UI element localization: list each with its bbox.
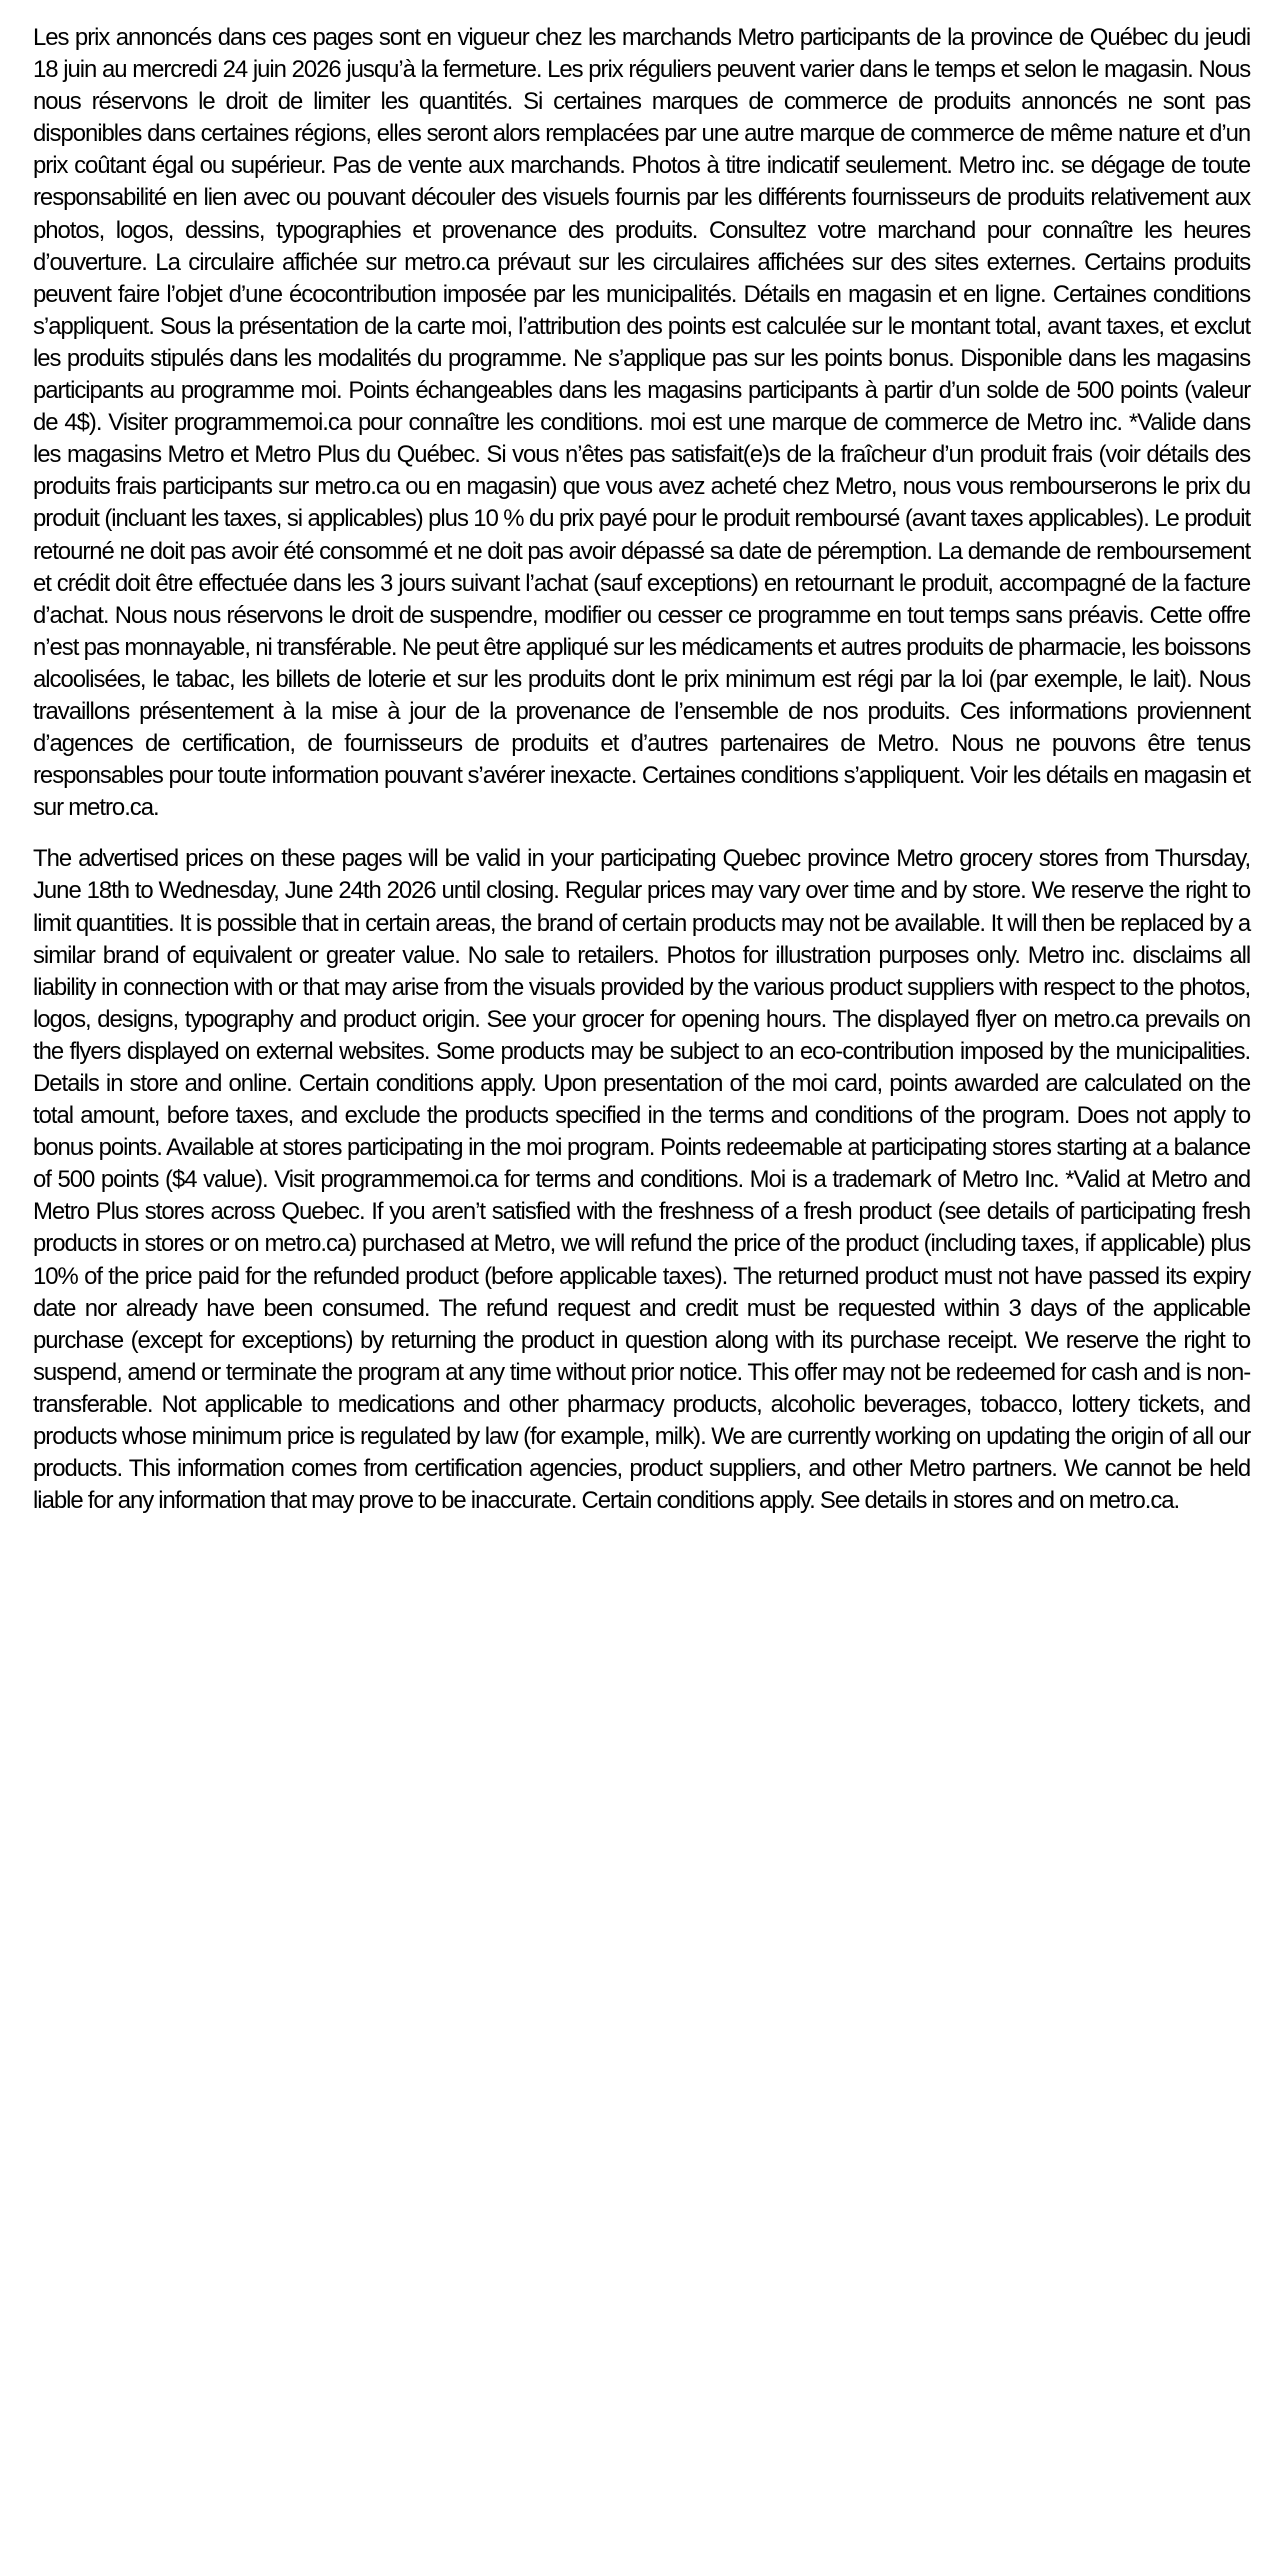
disclaimer-paragraph-english: The advertised prices on these pages will be valid in your participating Quebec province Metro grocery stores from Thursday, June 18th to Wednesday, June 24th 2026 until closing. Regular prices may vary over time and by store. We reserve the right to limit quantities. It is possible that in certain areas, the brand of certain products may not be available. It will then be replaced by a similar brand of equivalent or greater value. No sale to retailers. Photos for illustration purposes only. Metro inc. disclaims all liability in connection with or that may arise from the visuals provided by the various product suppliers with respect to the photos, logos, designs, typography and product origin. See your grocer for opening hours. The displayed flyer on metro.ca prevails on the flyers displayed on external websites. Some products may be subject to an eco-contribution imposed by the municipalities. Details in store and online. Certain conditions apply. Upon presentation of the moi card, points awarded are calculated on the total amount, before taxes, and exclude the products specified in the terms and conditions of the program. Does not apply to bonus points. Available at stores participating in the moi program. Points redeemable at participating stores starting at a balance of 500 points ($4 value). Visit programmemoi.ca for terms and conditions. Moi is a trademark of Metro Inc. *Valid at Metro and Metro Plus stores across Quebec. If you aren’t satisfied with the freshness of a fresh product (see details of participating fresh products in stores or on metro.ca) purchased at Metro, we will refund the price of the product (including taxes, if applicable) plus 10% of the price paid for the refunded product (before applicable taxes). The returned product must not have passed its expiry date nor already have been consumed. The refund request and credit must be requested within 3 days of the applicable purchase (except for exceptions) by returning the product in question along with its purchase receipt. We reserve the right to suspend, amend or terminate the program at any time without prior notice. This offer may not be redeemed for cash and is non-transferable. Not applicable to medications and other pharmacy products, alcoholic beverages, tobacco, lottery tickets, and products whose minimum price is regulated by law (for example, milk). We are currently working on updating the origin of all our products. This information comes from certification agencies, product suppliers, and other Metro partners. We cannot be held liable for any information that may prove to be inaccurate. Certain conditions apply. See details in stores and on metro.ca.	[33, 845, 1251, 1515]
disclaimer-paragraph-french: Les prix annoncés dans ces pages sont en vigueur chez les marchands Metro participants de la province de Québec du jeudi 18 juin au mercredi 24 juin 2026 jusqu’à la fermeture. Les prix réguliers peuvent varier dans le temps et selon le magasin. Nous nous réservons le droit de limiter les quantités. Si certaines marques de commerce de produits annoncés ne sont pas disponibles dans certaines régions, elles seront alors remplacées par une autre marque de commerce de même nature et d’un prix coûtant égal ou supérieur. Pas de vente aux marchands. Photos à titre indicatif seulement. Metro inc. se dégage de toute responsabilité en lien avec ou pouvant découler des visuels fournis par les différents fournisseurs de produits relativement aux photos, logos, dessins, typographies et provenance des produits. Consultez votre marchand pour connaître les heures d’ouverture. La circulaire affichée sur metro.ca prévaut sur les circulaires affichées sur des sites externes. Certains produits peuvent faire l’objet d’une écocontribution imposée par les municipalités. Détails en magasin et en ligne. Certaines conditions s’appliquent. Sous la présentation de la carte moi, l’attribution des points est calculée sur le montant total, avant taxes, et exclut les produits stipulés dans les modalités du programme. Ne s’applique pas sur les points bonus. Disponible dans les magasins participants au programme moi. Points échangeables dans les magasins participants à partir d’un solde de 500 points (valeur de 4$). Visiter programmemoi.ca pour connaître les conditions. moi est une marque de commerce de Metro inc. *Valide dans les magasins Metro et Metro Plus du Québec. Si vous n’êtes pas satisfait(e)s de la fraîcheur d’un produit frais (voir détails des produits frais participants sur metro.ca ou en magasin) que vous avez acheté chez Metro, nous vous rembourserons le prix du produit (incluant les taxes, si applicables) plus 10 % du prix payé pour le produit remboursé (avant taxes applicables). Le produit retourné ne doit pas avoir été consommé et ne doit pas avoir dépassé sa date de péremption. La demande de remboursement et crédit doit être effectuée dans les 3 jours suivant l’achat (sauf exceptions) en retournant le produit, accompagné de la facture d’achat. Nous nous réservons le droit de suspendre, modifier ou cesser ce programme en tout temps sans préavis. Cette offre n’est pas monnayable, ni transférable. Ne peut être appliqué sur les médicaments et autres produits de pharmacie, les boissons alcoolisées, le tabac, les billets de loterie et sur les produits dont le prix minimum est régi par la loi (par exemple, le lait). Nous travaillons présentement à la mise à jour de la provenance de l’ensemble de nos produits. Ces informations proviennent d’agences de certification, de fournisseurs de produits et d’autres partenaires de Metro. Nous ne pouvons être tenus responsables pour toute information pouvant s’avérer inexacte. Certaines conditions s’appliquent. Voir les détails en magasin et sur metro.ca.	[33, 24, 1251, 822]
